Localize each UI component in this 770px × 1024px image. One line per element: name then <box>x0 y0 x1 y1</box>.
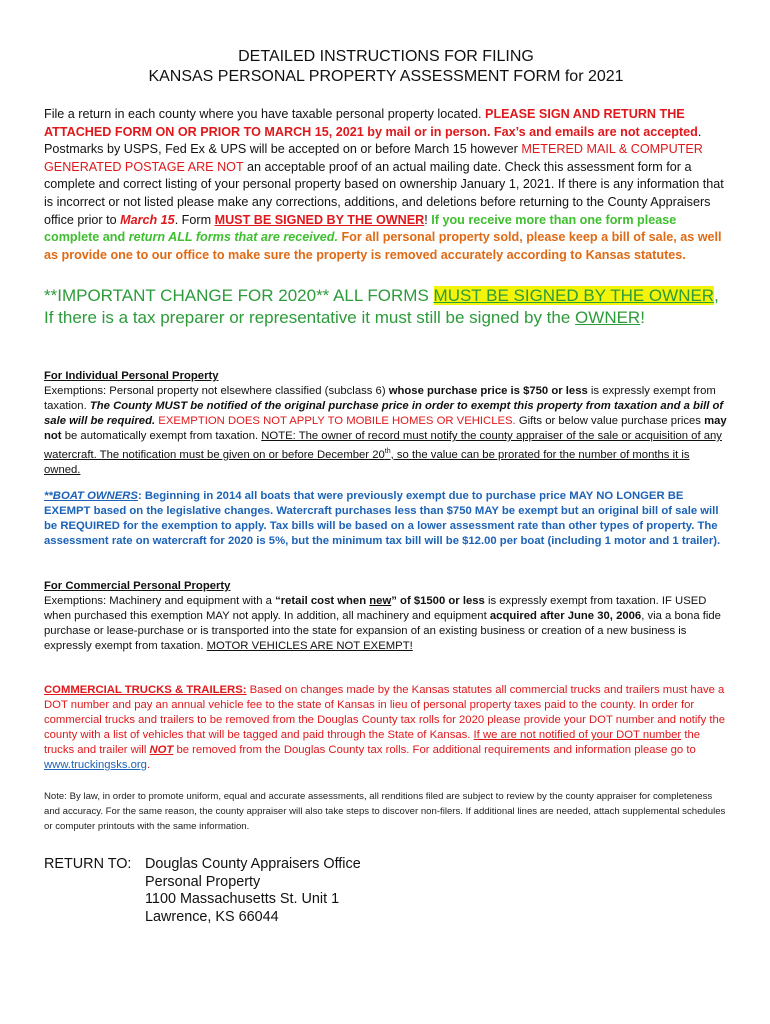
individual-heading: For Individual Personal Property <box>44 370 219 382</box>
address-department: Personal Property <box>145 873 261 890</box>
ordinal-suffix: th <box>384 448 391 455</box>
trucks-text: Based on changes made by the Kansas statutes all commercial trucks and trailers must have a DOT number and pay an annual vehicle fee to the state of Kansas in lieu of personal property taxes paid to the county. In order for commercial trucks and trailers to be removed from the Douglas County tax rolls for 2020 please provide your DOT number and notify the county with a list of vehicles that will be tagged and paid through the State of Kansas. <box>44 684 726 741</box>
acquired-date-text: acquired after June 30, 2006 <box>489 610 642 622</box>
new-text: new <box>369 595 392 607</box>
legal-note: Note: By law, in order to promote uniform, equal and accurate assessments, all renditions filed are subject to review by the county appraiser for completeness and accuracy. For the same reason, the county appraiser will also take steps to discover non-filers. If additional lines are needed, attach supplemental schedules or computer printouts with the same information. <box>44 791 726 832</box>
intro-text: File a return in each county where you have taxable personal property located. <box>44 107 486 121</box>
return-all-forms-notice: return ALL forms that are received. <box>128 230 338 245</box>
boat-owners-section <box>44 489 728 549</box>
trucks-heading: COMMERCIAL TRUCKS & TRAILERS: <box>44 684 247 696</box>
important-text: , If there is a tax preparer or representative it must still be signed by the <box>44 286 719 327</box>
motor-vehicles-notice: MOTOR VEHICLES ARE NOT EXEMPT! <box>206 640 413 652</box>
commercial-body <box>44 594 728 654</box>
exemption-exclusion: EXEMPTION DOES NOT APPLY TO MOBILE HOMES OR VEHICLES. <box>155 415 516 427</box>
document-title-line1: DETAILED INSTRUCTIONS FOR FILING <box>238 48 534 65</box>
may-not-text: may not <box>44 415 727 442</box>
commercial-text: Exemptions: Machinery and equipment with a <box>44 595 276 607</box>
boat-owners-label: **BOAT OWNERS <box>44 490 138 502</box>
individual-text: is expressly exempt from taxation. <box>44 385 716 412</box>
address-city: Lawrence, KS 66044 <box>145 908 279 925</box>
intro-text: an acceptable proof of an actual mailing date. Check this assessment form for a complete and correct listing of your personal property based on ownership January 1, 2021. If there is any information that is incorrect or not listed please make any corrections, additions, and deletions before returning to the County Appraisers office prior to <box>44 159 724 227</box>
truckingsks-link[interactable]: www.truckingsks.org <box>44 759 147 771</box>
trucks-text: the trucks and trailer will <box>44 729 701 756</box>
address-office: Douglas County Appraisers Office <box>145 856 361 872</box>
retail-cost-text: “retail cost when <box>275 595 370 607</box>
boat-owners-text: : Beginning in 2014 all boats that were previously exempt due to purchase price MAY NO LONGER BE EXEMPT based on the legislative changes. Watercraft purchases less than $750 MAY be exempt but an original bill of sale will be REQUIRED for the exemption to apply. Tax bills will be based on a lower assessment rate than other types of property. The assessment rate on watercraft for 2020 is 5%, but the minimum tax bill will be $12.00 per boat (including 1 motor and 1 trailer). <box>44 490 721 547</box>
individual-body <box>44 384 728 478</box>
individual-property-section <box>44 369 728 478</box>
commercial-threshold: ” of $1500 or less <box>391 595 485 607</box>
deadline-date: March 15 <box>120 212 175 227</box>
intro-text: . Form <box>174 212 215 227</box>
individual-text: be automatically exempt from taxation. <box>61 430 262 442</box>
important-highlight: MUST BE SIGNED BY THE OWNER <box>433 286 715 305</box>
important-owner: OWNER <box>575 308 641 327</box>
commercial-text: , via a bona fide purchase or lease-purchase or is transported into the state for expansion of an existing business or creation of a new business is expressly exempt from taxation. <box>44 610 721 652</box>
signed-by-owner-notice: MUST BE SIGNED BY THE OWNER <box>214 212 425 227</box>
notify-county-notice: The County MUST be notified of the original purchase price in order to exempt this property from taxation and a bill of sale will be required. <box>44 400 724 427</box>
multiple-forms-notice: If you receive more than one form please complete and <box>44 212 677 245</box>
trucks-text: be removed from the Douglas County tax rolls. For additional requirements and information please go to <box>173 744 696 756</box>
return-address-lines <box>145 856 361 926</box>
commercial-trucks-section <box>44 683 728 773</box>
bill-of-sale-notice: For all personal property sold, please keep a bill of sale, as well as provide one to our office to make sure the property is removed accurately according to Kansas statutes. <box>44 230 722 262</box>
individual-text: Gifts or below value purchase prices <box>515 415 705 427</box>
individual-text: Exemptions: Personal property not elsewhere classified (subclass 6) <box>44 385 389 397</box>
important-text: **IMPORTANT CHANGE FOR 2020** ALL FORMS <box>44 286 434 305</box>
not-text: NOT <box>149 744 174 756</box>
intro-text: ! <box>424 212 432 227</box>
intro-paragraph <box>44 106 728 264</box>
address-street: 1100 Massachusetts St. Unit 1 <box>145 891 340 907</box>
dot-number-notice: If we are not notified of your DOT number <box>473 729 682 741</box>
commercial-heading: For Commercial Personal Property <box>44 580 231 592</box>
important-change-notice <box>44 285 728 329</box>
trucks-text: . <box>146 759 151 771</box>
intro-text: . Postmarks by USPS, Fed Ex & UPS will be accepted on or before March 15 however <box>44 124 702 157</box>
price-threshold: whose purchase price is $750 or less <box>388 385 588 397</box>
metered-mail-notice: METERED MAIL & COMPUTER GENERATED POSTAGE ARE NOT <box>44 142 703 174</box>
commercial-text: is expressly exempt from taxation. IF USED when purchased this exemption MAY not apply. In addition, all machinery and equipment <box>44 595 707 622</box>
watercraft-note-text: , so the value can be prorated for the number of months it is owned. <box>44 448 690 476</box>
important-text: ! <box>640 308 645 327</box>
commercial-property-section <box>44 579 728 654</box>
watercraft-note-text: NOTE: The owner of record must notify the county appraiser of the sale or acquisition of any watercraft. The notification must be given on or before December 20 <box>44 430 722 461</box>
document-title-line2: KANSAS PERSONAL PROPERTY ASSESSMENT FORM for 2021 <box>148 68 624 85</box>
return-to-label: RETURN TO: <box>44 856 132 872</box>
sign-return-notice: PLEASE SIGN AND RETURN THE ATTACHED FORM ON OR PRIOR TO MARCH 15, 2021 by mail or in person. Fax’s and emails are not accepted <box>44 107 698 139</box>
